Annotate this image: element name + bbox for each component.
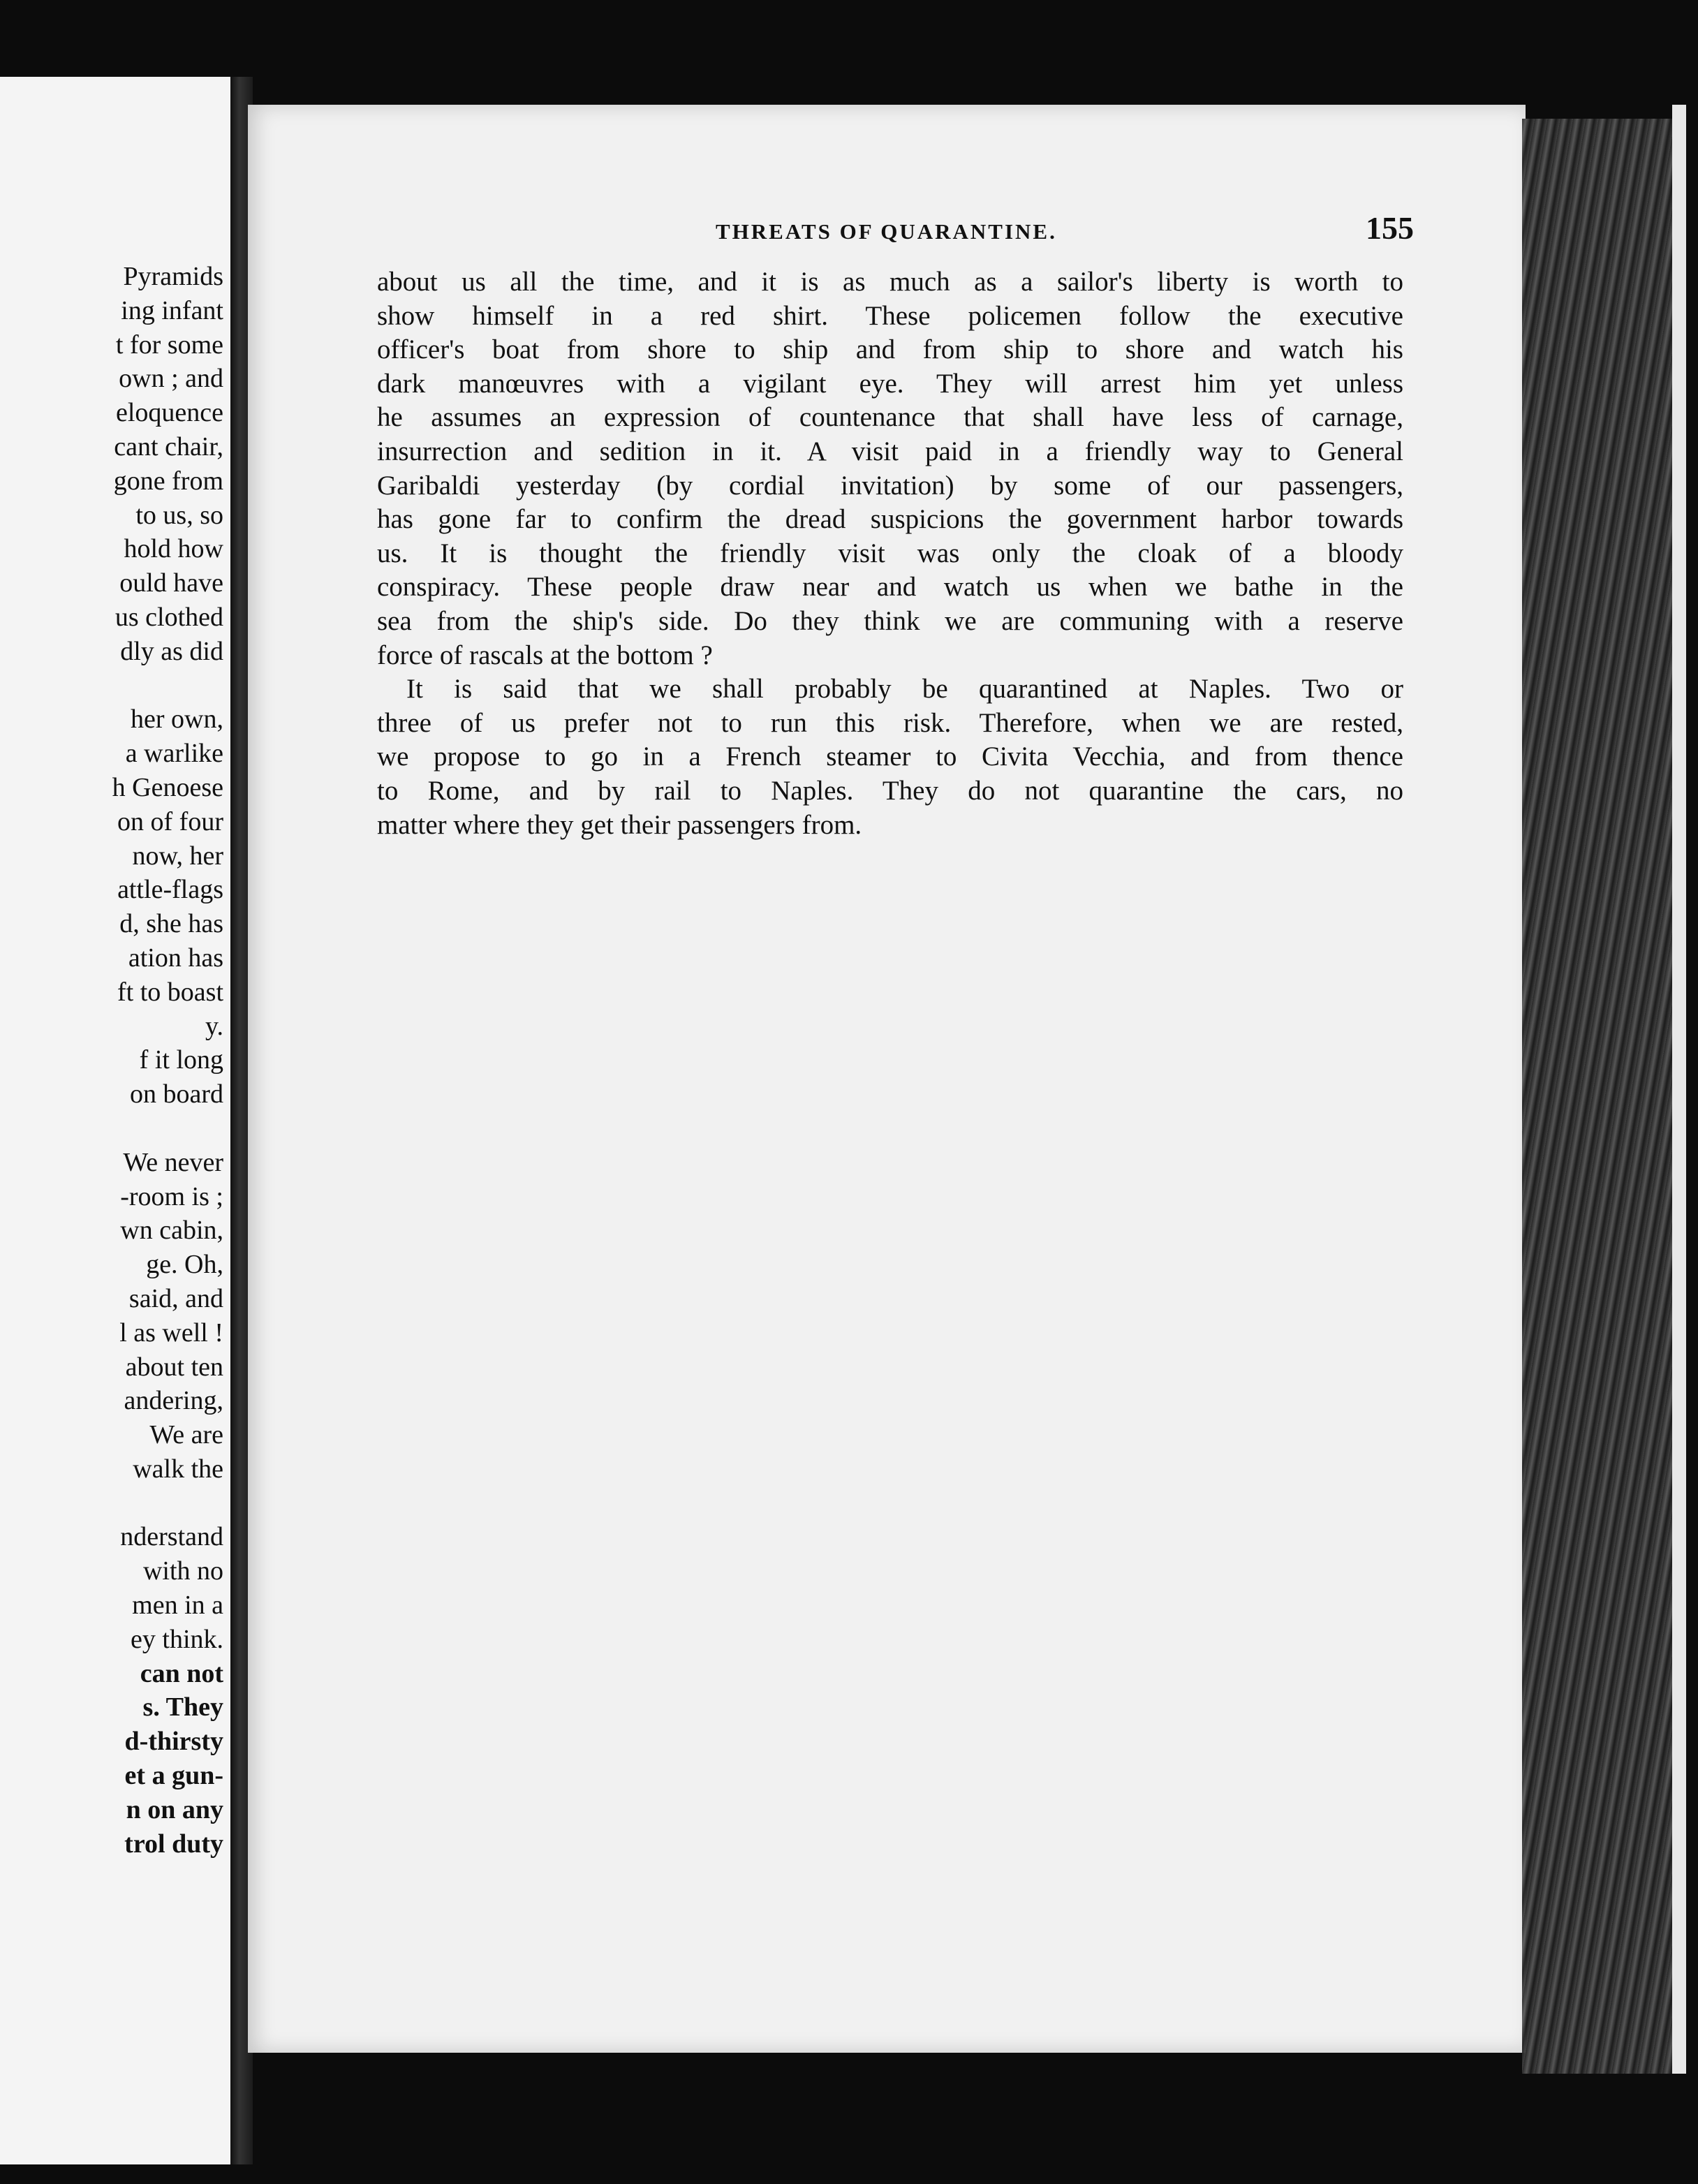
- left-page-line: can not: [140, 1658, 223, 1688]
- left-page-line: ey think.: [131, 1624, 223, 1654]
- left-page-line: ould have: [119, 568, 223, 598]
- text-line: Garibaldi yesterday (by cordial invitation) by some of our passengers,: [377, 470, 1403, 501]
- left-page-line: et a gun-: [124, 1761, 223, 1791]
- left-page-line: gone from: [113, 466, 223, 496]
- left-page-line: us clothed: [115, 602, 223, 632]
- left-page-line: wn cabin,: [120, 1216, 223, 1246]
- body-text: [377, 265, 1403, 842]
- text-line: matter where they get their passengers from.: [377, 809, 862, 840]
- left-page-line: l as well !: [119, 1318, 223, 1348]
- left-page-line: own ; and: [119, 364, 223, 394]
- left-page-line: y.: [205, 1011, 223, 1041]
- left-page-line: t for some: [115, 330, 223, 360]
- text-line: conspiracy. These people draw near and watch us when we bathe in the: [377, 572, 1403, 603]
- left-page-line: s. They: [142, 1692, 223, 1722]
- left-page-line: h Genoese: [112, 772, 223, 802]
- left-page-line: her own,: [131, 704, 223, 735]
- running-head: THREATS OF QUARANTINE.: [716, 219, 1057, 244]
- left-page-line: ing infant: [121, 295, 223, 325]
- text-line: insurrection and sedition in it. A visit paid in a friendly way to General: [377, 436, 1403, 466]
- left-page-line: ation has: [128, 943, 223, 973]
- left-page-line: d, she has: [119, 909, 223, 939]
- text-line: he assumes an expression of countenance that shall have less of carnage,: [377, 402, 1403, 433]
- left-page-line: about ten: [125, 1352, 223, 1382]
- paragraph-1: [377, 265, 1403, 672]
- text-line: about us all the time, and it is as much as a sailor's liberty is worth to: [377, 267, 1403, 297]
- left-page-line: We never: [123, 1147, 223, 1177]
- left-page-text: [0, 260, 223, 1861]
- text-line: dark manœuvres with a vigilant eye. They will arrest him yet unless: [377, 368, 1403, 399]
- page-number: 155: [1366, 210, 1414, 246]
- left-page-line: [0, 1486, 223, 1521]
- left-page-line: dly as did: [120, 636, 223, 666]
- left-page-line: ft to boast: [117, 977, 223, 1007]
- text-line: show himself in a red shirt. These policemen follow the executive: [377, 300, 1403, 331]
- left-page-line: to us, so: [135, 500, 223, 530]
- left-page-line: on board: [129, 1079, 223, 1109]
- left-page-line: men in a: [132, 1591, 223, 1621]
- left-page-line: with no: [142, 1556, 223, 1586]
- left-page-line: ge. Oh,: [146, 1250, 223, 1280]
- left-page-line: attle-flags: [117, 875, 223, 905]
- left-page-line: now, her: [132, 841, 223, 871]
- left-page-line: -room is ;: [120, 1181, 223, 1211]
- left-page-line: hold how: [124, 534, 223, 564]
- left-page-line: d-thirsty: [124, 1727, 223, 1757]
- left-page-line: walk the: [133, 1454, 223, 1484]
- left-page-line: [0, 669, 223, 703]
- left-page-line: cant chair,: [114, 431, 223, 462]
- text-line: we propose to go in a French steamer to Civita Vecchia, and from thence: [377, 741, 1403, 772]
- left-page-line: a warlike: [125, 739, 223, 769]
- text-line: us. It is thought the friendly visit was only the cloak of a bloody: [377, 538, 1403, 568]
- paragraph-2: [377, 672, 1403, 842]
- page-header: [716, 209, 1414, 258]
- left-page-line: nderstand: [120, 1522, 223, 1552]
- text-line: three of us prefer not to run this risk. Therefore, when we are rested,: [377, 707, 1403, 738]
- text-line: has gone far to confirm the dread suspicions the government harbor towards: [377, 504, 1403, 535]
- left-page-line: n on any: [126, 1794, 223, 1824]
- marbled-page-edge: [1522, 119, 1676, 2074]
- text-line: officer's boat from shore to ship and from ship to shore and watch his: [377, 334, 1403, 365]
- left-page-line: We are: [149, 1420, 223, 1450]
- left-page-line: trol duty: [124, 1829, 223, 1859]
- left-page-line: eloquence: [115, 398, 223, 428]
- left-page-line: andering,: [124, 1386, 223, 1416]
- left-page-line: on of four: [117, 806, 223, 836]
- left-page-line: Pyramids: [123, 262, 223, 291]
- text-line: sea from the ship's side. Do they think we are communing with a reserve: [377, 605, 1403, 636]
- left-facing-page: [0, 77, 235, 2164]
- page-edge-strip: [1672, 105, 1686, 2074]
- text-line: to Rome, and by rail to Naples. They do not quarantine the cars, no: [377, 775, 1403, 806]
- text-line: force of rascals at the bottom ?: [377, 640, 713, 670]
- left-page-line: [0, 1112, 223, 1146]
- left-page-line: f it long: [139, 1045, 223, 1075]
- text-line: It is said that we shall probably be quarantined at Naples. Two or: [406, 674, 1403, 704]
- left-page-line: said, and: [128, 1283, 223, 1313]
